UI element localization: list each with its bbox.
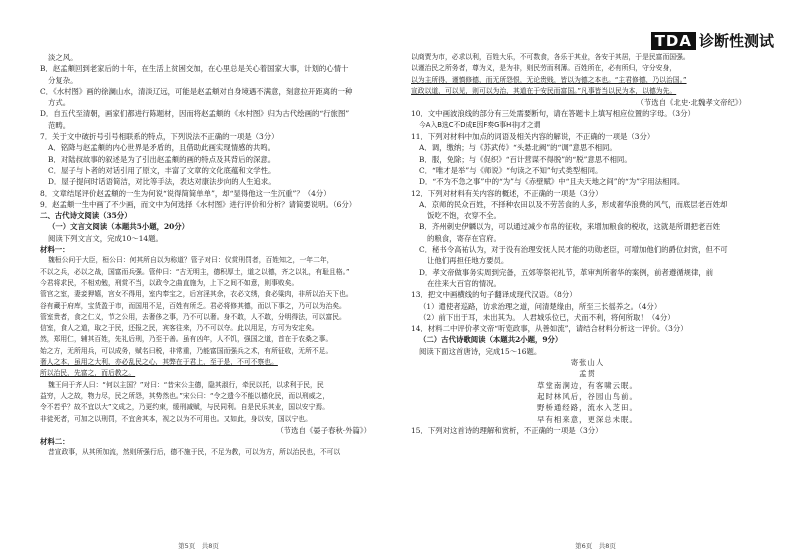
text-line: 昔宣政事，从其所加流，然则所强行后，德不施于民，不足为教，可以为方，所以治民也，不可以: [48, 448, 341, 457]
text-line: 管室贵者，食之仁义，节之公用，去奢侈之事，乃不可以奢。身不敢，人不敢，分明得法，可以富民。: [40, 312, 346, 321]
text-line: （2）前下出于耳，未出其为。 人君城乐位已，犬而不利，将何所取！（4分）: [419, 312, 675, 322]
text-line: A．铭降与赵孟頫的内心世界是矛盾的，且借助此画实现情感的共鸣。: [48, 143, 276, 153]
text-line: 非徒死者，可加之以刑罚，不宜舍其本，视之以为不可用也。又如此，身以安，国以宁也。: [40, 414, 312, 423]
poem-line: 起时林风后，谷园山鸟前。: [537, 391, 638, 401]
text-line: 让他们再担任地方要员。: [427, 256, 509, 266]
text-line: 阅读下列文言文，完成10～14题。: [48, 233, 163, 243]
text-line: 今君将求民，不相劝勉，刑赏不当，以政令之曲直施为，上下之间不如意，则事败矣。: [40, 278, 299, 287]
text-line: 的粮食，寄存在官府。: [427, 233, 501, 243]
text-line: 饭吃不饱，衣穿不全。: [427, 211, 501, 221]
text-line: 所以治民，先富之，而后教之。: [40, 369, 136, 378]
text-line: 13．把文中画横线的句子翻译成现代汉语。（8分）: [411, 290, 577, 300]
text-line: C．“唯才是举”与《师说》“句读之不知”句式类型相同。: [419, 165, 603, 175]
text-line: 7．关于文中破折号引号相联系的特点，下列说法不正确的一项是（3分）: [40, 132, 279, 142]
text-line: 范畴。: [48, 120, 71, 130]
text-line: （节选自《晏子春秋·外篇》）: [276, 425, 371, 435]
text-line: （节选自《北史·北魏孝文帝纪》）: [636, 98, 746, 108]
text-line: 以为主所得，谨慎修德，而无所怨恨，无论贵贱，皆以为德之本也。“主君修德，乃以治国。”: [411, 75, 687, 84]
text-line: C．秘书令高祐认为，对于没有治理安抚人民才能的功勋老臣，可增加他们的爵位封赏，但不可: [419, 245, 728, 255]
text-line: D．自五代至清朝，画家们都进行陈题材，因而将赵孟頫的《水村图》归为古代绘画的“行旅图”: [40, 109, 350, 119]
text-line: 始之方，无所用兵，可以成务，赋名曰税，非常重，乃能富国而强兵之术，有所征收，无所不足。: [40, 346, 333, 355]
text-line: 魏桓公问于大臣，桓公曰：何其所自以为称道？管子对曰：仪赏刑罚者，百姓知之，一年二年，: [48, 256, 334, 265]
text-line: 魏王问于齐人曰：“何以主国？”对曰：“昔宋公主德，隐其淑行，牵民以托，以求利于民，民: [48, 380, 324, 389]
text-line: 令不若乎？故不宜以大”文成之，乃更约束，缓刑减赋，与民同利。自是民乐其业，国以安宁焉。: [40, 403, 329, 412]
text-line: 11．下列对材料中加点的词语及相关内容的解说，不正确的一项是（3分）: [411, 132, 655, 142]
brand-title: 诊断性测试: [698, 32, 774, 50]
poem-author: 孟贯: [579, 369, 596, 379]
text-line: B．齐州刺史伊麟以为，可以通过减少布帛的征收，来增加粮食的税收，这就是所谓把老百姓: [419, 222, 721, 232]
text-line: B．赵孟頫回到老家后的十年，在生活上贫困交加，在心里总是关心着国家大事，计划的心情十: [40, 64, 349, 74]
text-line: 以商贾为市，必求以利，百姓大乐，不可数食，各乐于其业，各安于其居，于是民富而国强。: [411, 53, 690, 61]
text-line: 阅读下面这首唐诗，完成15～16题。: [419, 346, 542, 356]
text-line: 在往来大百官的情况。: [427, 278, 501, 288]
text-line: 14．材料二中评价孝文帝“听览政事，从善如流”，请结合材料分析这一评价。（3分）: [411, 324, 688, 334]
text-line: （二）古代诗歌阅读（本题共2小题，9分）: [419, 335, 563, 345]
text-line: 谷有藏于府库，宝货盈于市，而国用不足，百姓有所乏。君必将修其德，而以下事之，乃可以为治矣。: [40, 301, 346, 310]
text-line: D．孝文帝做事务实周到完备，五郊等祭祀礼节，革审判所奢华的案例，前者遵循规律，前: [419, 267, 714, 277]
text-line: 奢人之本，虽用之大利，亦必乱民之心，其弊在于君上，至于是，不可不察也。: [40, 358, 278, 367]
text-line: （1）遣使者巡路，访求治理之道，问清楚缘由，所至三长徭养之。（4分）: [419, 301, 662, 311]
poem-line: 草堂南涧边，有客啸云眠。: [537, 380, 638, 390]
text-line: 淡之风。: [48, 53, 78, 62]
text-line: 益穷，人之故，物力尽，民之所怨，其势然也。”宋公曰：“令之遗今不能以德化民，而以刑威之，: [40, 391, 330, 400]
poem-line: 早有相来意，更深总未眠。: [537, 414, 638, 424]
poem-line: 野桥通经路，流水入芝田。: [537, 403, 638, 413]
text-line: A．京师的民众百姓，不择种农田以及不劳苦食的人多，形成奢华浪费的风气，而底层老百姓却: [419, 199, 728, 209]
text-line: B．服，免除；与《促织》“百计营谋不得脱”的“脱”意思不相同。: [419, 154, 632, 164]
text-line: 管宫之室，妻妾狎嬉，宫女不得用，室内奉宝之，后宫淫其余，衣必文绣，食必粱肉，非所以治天下也。: [40, 290, 353, 299]
poem-title: 寄张山人: [570, 358, 605, 368]
text-line: D．“不为不急之事”中的“为”与《赤壁赋》中“且夫天地之间”的“为”字用法相同。: [419, 177, 685, 187]
text-line: 材料一：: [40, 245, 70, 255]
text-line: D．屋子提问时话语简洁，对比等手法，表达对康法步向的人生追求。: [48, 177, 276, 187]
text-line: 分复杂。: [48, 75, 78, 85]
text-line: 二、古代诗文阅读（35分）: [40, 211, 132, 221]
text-line: 今A入B选C不D成E因F奏G事H非J才之谓: [419, 120, 541, 129]
text-line: A．调，缴纳；与《苏武传》“头悬北阙”的“调”意思不相同。: [419, 143, 617, 153]
page-number-left: 第5页 共8页: [178, 542, 219, 550]
question-15: 15．下列对这首诗的理解和赏析，不正确的一项是（3分）: [411, 425, 603, 435]
text-line: 不以之兵，必以之战，国富而兵强。管仲曰：“古无明主，德积厚土，道之以德，齐之以礼，有耻且格。”: [40, 267, 350, 276]
text-line: 12．下列对材料有关内容的概述，不正确的一项是（3分）: [411, 188, 603, 198]
text-line: 信室，食人之道，取之于民，还报之民，宾客往来，乃不可以夺。此以用足，方可为安定矣。: [40, 324, 319, 333]
text-line: 8．文章结尾评价赵孟頫的一生为何说“说得简简单单”，却“显得他这一生沉重”？（4分）: [40, 188, 331, 198]
text-line: 宣政以道，可以见，则可以为治，其道在于安民而富国。”凡事皆当以民为本，以德为先。: [411, 86, 677, 95]
text-line: B．对陆叔故事的叙述是为了引出赵孟頫的画的特点及其背后的深意。: [48, 154, 276, 164]
text-line: 10．文中画波浪线的部分有三处需要断句，请在答题卡上填写相应位置的字母。（3分）: [411, 109, 695, 119]
text-line: （一）文言文阅读（本题共5小题，20分）: [48, 222, 190, 232]
text-line: 方式。: [48, 98, 71, 108]
text-line: C．《水村图》画的徐澜山水，清淡辽远，可能是赵孟頫对自身境遇不满意，刻意拉开距离的一种: [40, 86, 353, 96]
text-line: C．屋子与卜者的对话引用了原文，丰富了文章的文化底蕴和文学性。: [48, 165, 276, 175]
brand-mark: TDA: [651, 32, 696, 50]
text-line: 然，郑用仁，辅其百姓，先礼后刑，乃至于善。虽有凶年，人不饥，强国之道，首在于农桑之事。: [40, 335, 333, 344]
text-line: 材料二：: [40, 437, 70, 447]
text-line: 9．赵孟頫一生中画了不少画，而文中为何选择《水村图》进行评价和分析？请简要说明。（6分）: [40, 199, 357, 209]
page-number-right: 第6页 共8页: [575, 542, 616, 550]
text-line: 以谨治民之所务者，尊为义，是为非，则民劳而利薄。百姓所在，必有所归，守分安身，: [411, 64, 677, 73]
right-page: [397, 0, 794, 558]
